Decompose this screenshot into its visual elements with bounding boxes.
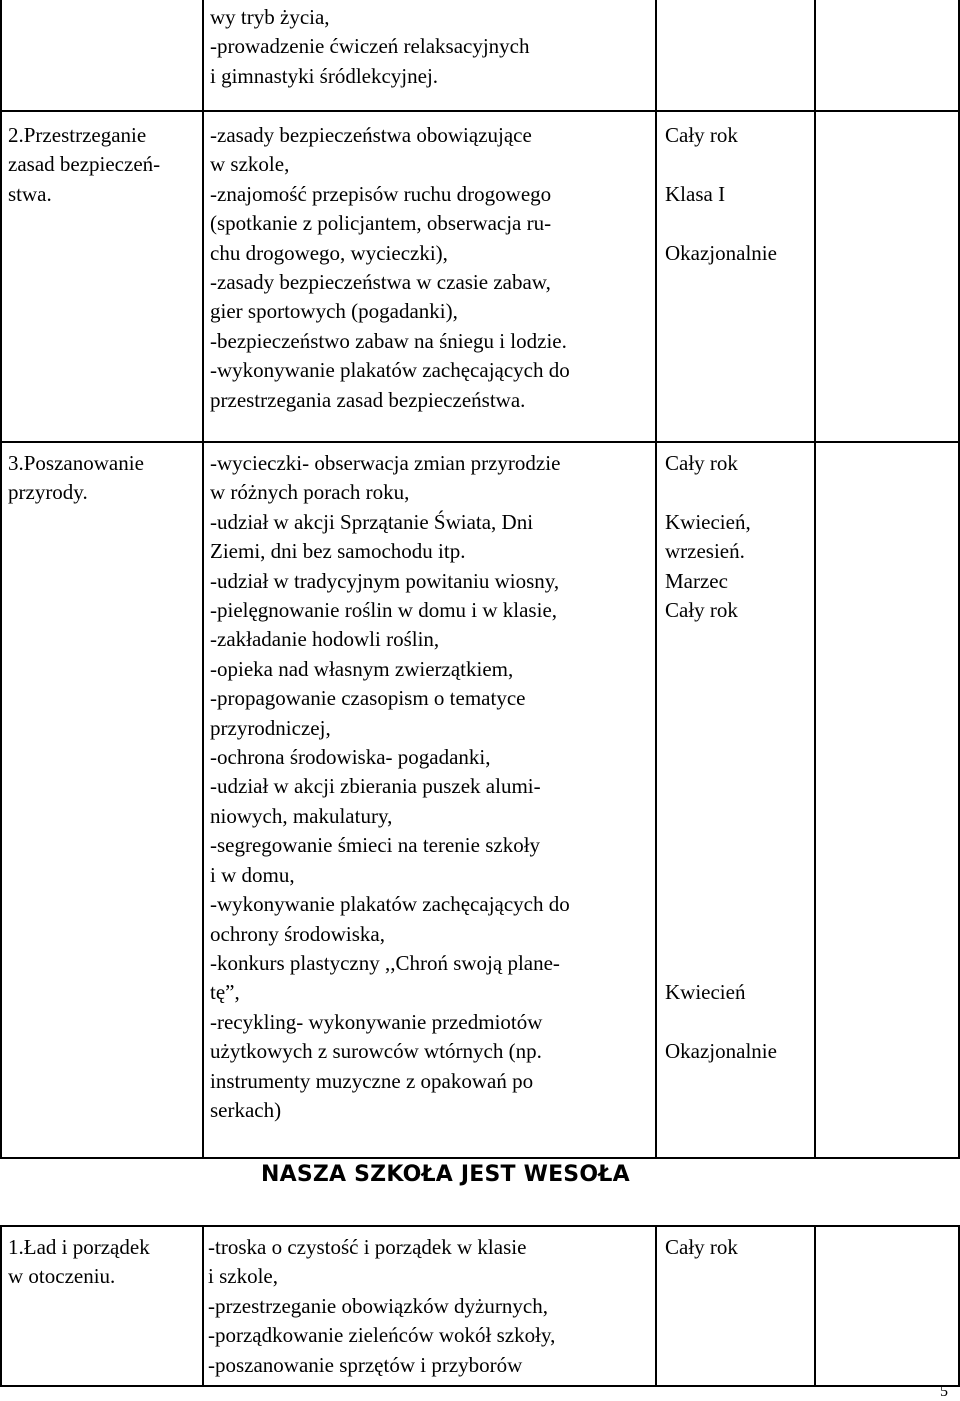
row1-content-cell: -zasady bezpieczeństwa obowiązujące w szkole, -znajomość przepisów ruchu drogowego (spotkanie z policjantem, obserwacja ru- chu drogowego, wycieczki), -zasady bezpieczeństwa w czasie zabaw, gier sportowych (pogadanki), -bezpieczeństwo zabaw na śniegu i lodzie. -wykonywanie plakatów zachęcających do przestrzegania zasad bezpieczeństwa. xyxy=(210,123,570,412)
row2-topic-cell: 3.Poszanowanie przyrody. xyxy=(8,451,144,505)
table1-divider-1 xyxy=(202,0,204,1158)
t2-row0-time-cell: Cały rok xyxy=(665,1235,738,1259)
section-heading: NASZA SZKOŁA JEST WESOŁA xyxy=(261,1162,630,1187)
table1-border-bottom xyxy=(0,1157,960,1159)
table2-border-bottom xyxy=(0,1385,960,1387)
table1-divider-3 xyxy=(814,0,816,1158)
row1-topic-cell: 2.Przestrzeganie zasad bezpieczeń- stwa. xyxy=(8,123,161,206)
table2-divider-2 xyxy=(655,1225,657,1386)
table2-border-top xyxy=(0,1225,960,1227)
t2-row0-content-cell: -troska o czystość i porządek w klasie i szkole, -przestrzeganie obowiązków dyżurnych, -porządkowanie zieleńców wokół szkoły, -poszanowanie sprzętów i przyborów xyxy=(208,1235,556,1377)
table1-divider-2 xyxy=(655,0,657,1158)
page-number: 5 xyxy=(940,1383,948,1400)
row2-time-cell: Cały rok Kwiecień, wrzesień. Marzec Cały rok Kwiecień Okazjonalnie xyxy=(665,451,777,1064)
table1-border-right xyxy=(958,0,960,1158)
table1-border-left xyxy=(0,0,2,1158)
t2-row0-topic-cell: 1.Ład i porządek w otoczeniu. xyxy=(8,1235,150,1289)
row2-content-cell: -wycieczki- obserwacja zmian przyrodzie w różnych porach roku, -udział w akcji Sprzątanie Świata, Dni Ziemi, dni bez samochodu itp. -udział w tradycyjnym powitaniu wiosny, -pielęgnowanie roślin w domu i w klasie, -zakładanie hodowli roślin, -opieka nad własnym zwierzątkiem, -propagowanie czasopism o tematyce przyrodniczej, -ochrona środowiska- pogadanki, -udział w akcji zbierania puszek alumi- niowych, makulatury, -segregowanie śmieci na terenie szkoły i w domu, -wykonywanie plakatów zachęcających do ochrony środowiska, -konkurs plastyczny ,,Chroń swoją plane- tę”, -recykling- wykonywanie przedmiotów użytkowych z surowców wtórnych (np. instrumenty muzyczne z opakowań po serkach) xyxy=(210,451,570,1122)
table2-divider-1 xyxy=(202,1225,204,1386)
table2-border-right xyxy=(958,1225,960,1386)
table2-divider-3 xyxy=(814,1225,816,1386)
table1-row-divider-2 xyxy=(0,441,960,443)
row1-time-cell: Cały rok Klasa I Okazjonalnie xyxy=(665,123,777,265)
table1-row-divider-1 xyxy=(0,110,960,112)
table2-border-left xyxy=(0,1225,2,1386)
row0-content-cell: wy tryb życia, -prowadzenie ćwiczeń relaksacyjnych i gimnastyki śródlekcyjnej. xyxy=(210,5,530,88)
